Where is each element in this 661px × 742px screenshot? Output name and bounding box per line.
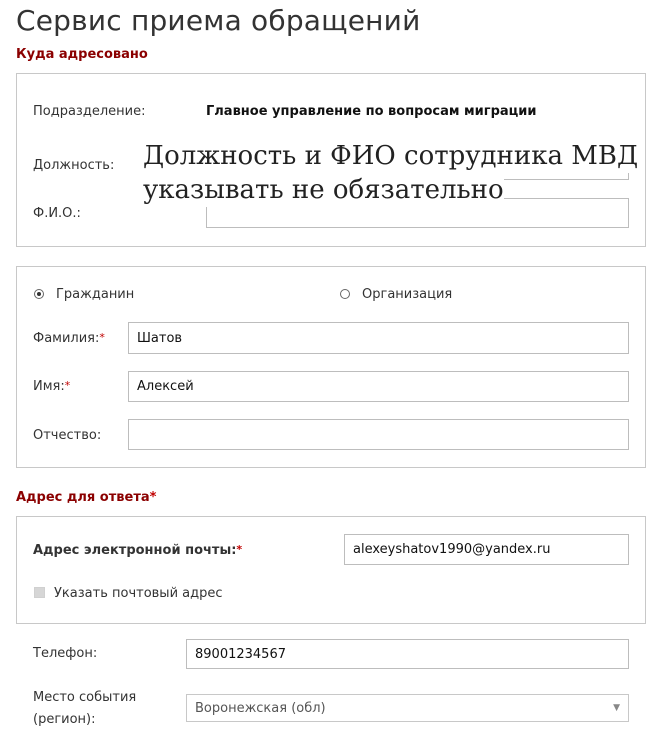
radio-organization-label[interactable]: Организация <box>362 287 453 302</box>
email-label <box>33 543 242 558</box>
division-value: Главное управление по вопросам миграции <box>206 104 537 119</box>
region-label-line2: (регион): <box>33 712 96 727</box>
position-label: Должность: <box>33 158 115 173</box>
chevron-down-icon[interactable]: ▼ <box>613 703 620 713</box>
region-select-value: Воронежская (обл) <box>195 700 326 716</box>
radio-organization-dot[interactable] <box>340 289 350 299</box>
overlay-note-line1: Должность и ФИО сотрудника МВД <box>143 141 639 171</box>
radio-citizen-label[interactable]: Гражданин <box>56 287 135 302</box>
radio-citizen[interactable] <box>34 289 44 299</box>
name-label-text: Имя: <box>33 379 65 394</box>
surname-label-text: Фамилия: <box>33 331 100 346</box>
patronymic-input[interactable] <box>128 419 629 450</box>
surname-input[interactable]: Шатов <box>128 322 629 354</box>
overlay-note-line2: указывать не обязательно <box>143 175 504 205</box>
required-mark: * <box>236 543 243 556</box>
required-mark: * <box>99 331 105 344</box>
phone-input[interactable]: 89001234567 <box>186 639 629 669</box>
postal-address-label[interactable]: Указать почтовый адрес <box>54 586 223 601</box>
email-label-text: Адрес электронной почты: <box>33 543 237 558</box>
section-title-reply <box>16 490 156 505</box>
fio-label: Ф.И.О.: <box>33 206 81 221</box>
name-input[interactable]: Алексей <box>128 371 629 402</box>
reply-title-text: Адрес для ответа <box>16 490 150 505</box>
name-label <box>33 379 70 394</box>
email-input[interactable]: alexeyshatov1990@yandex.ru <box>344 534 629 565</box>
radio-citizen-dot[interactable] <box>34 289 44 299</box>
region-label-line1: Место события <box>33 690 137 705</box>
surname-label <box>33 331 105 346</box>
radio-organization[interactable] <box>340 289 350 299</box>
required-mark: * <box>64 379 71 392</box>
page-title: Сервис приема обращений <box>16 4 421 37</box>
postal-address-checkbox[interactable] <box>34 587 45 598</box>
patronymic-label: Отчество: <box>33 428 102 443</box>
phone-label: Телефон: <box>33 646 98 661</box>
division-label: Подразделение: <box>33 104 146 119</box>
region-select[interactable] <box>186 694 629 722</box>
section-title-addressee: Куда адресовано <box>16 47 148 62</box>
reply-panel <box>16 516 646 624</box>
required-mark: * <box>149 490 157 505</box>
